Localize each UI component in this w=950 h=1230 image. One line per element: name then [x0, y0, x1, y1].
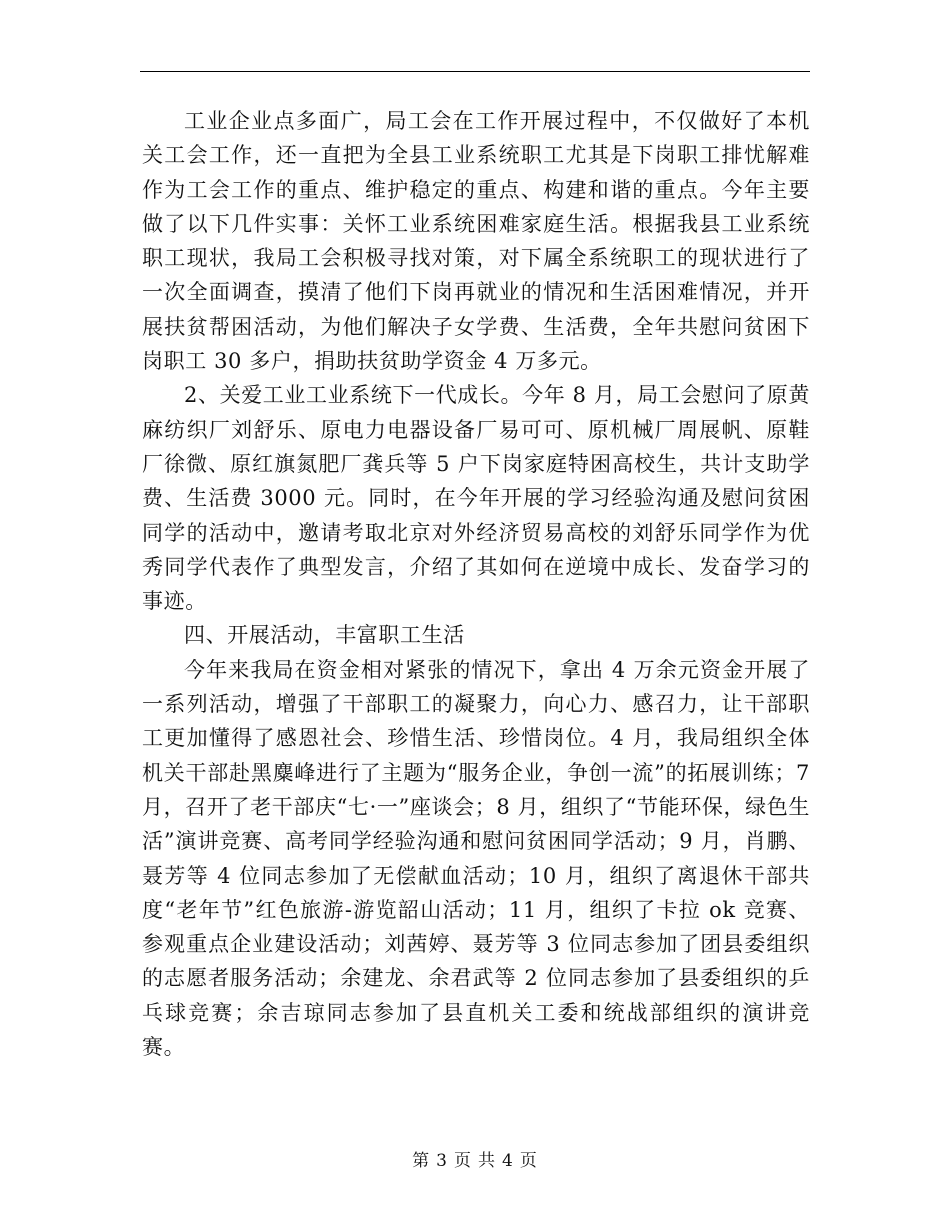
paragraph-activities: 今年来我局在资金相对紧张的情况下，拿出 4 万余元资金开展了一系列活动，增强了干部职工的凝聚力，向心力、感召力，让干部职工更加懂得了感恩社会、珍惜生活、珍惜岗位。4 月，我局组织全体机关干部赴黑麋峰进行了主题为“服务企业，争创一流”的拓展训练；7 月，召开了老干部庆“七·一”座谈会；8 月，组织了“节能环保，绿色生活”演讲竞赛、高考同学经验沟通和慰问贫困同学活动；9 月，肖鹏、聂芳等 4 位同志参加了无偿献血活动；10 月，组织了离退休干部共度“老年节”红色旅游-游览韶山活动；11 月，组织了卡拉 ok 竞赛、参观重点企业建设活动；刘茜婷、聂芳等 3 位同志参加了团县委组织的志愿者服务活动；余建龙、余君武等 2 位同志参加了县委组织的乒乓球竞赛；余吉琼同志参加了县直机关工委和统战部组织的演讲竞赛。	[142, 657, 810, 1060]
footer-label-page-unit: 页	[454, 1151, 472, 1171]
footer-label-total-unit: 页	[519, 1151, 538, 1171]
paragraph-worker-care: 工业企业点多面广，局工会在工作开展过程中，不仅做好了本机关工会工作，还一直把为全县工业系统职工尤其是下岗职工排忧解难作为工会工作的重点、维护稳定的重点、构建和谐的重点。今年主要做了以下几件实事：关怀工业系统困难家庭生活。根据我县工业系统职工现状，我局工会积极寻找对策，对下属全系统职工的现状进行了一次全面调查，摸清了他们下岗再就业的情况和生活困难情况，并开展扶贫帮困活动，为他们解决子女学费、生活费，全年共慰问贫困下岗职工 30 多户，捐助扶贫助学资金 4 万多元。	[142, 109, 810, 374]
footer-current-page: 3	[436, 1151, 448, 1171]
footer-label-page: 第	[412, 1151, 431, 1171]
paragraph-next-generation: 2、关爱工业工业系统下一代成长。今年 8 月，局工会慰问了原黄麻纺织厂刘舒乐、原电力电器设备厂易可可、原机械厂周展帆、原鞋厂徐微、原红旗氮肥厂龚兵等 5 户下岗家庭特困高校生，共计支助学费、生活费 3000 元。同时，在今年开展的学习经验沟通及慰问贫困同学的活动中，邀请考取北京对外经济贸易高校的刘舒乐同学作为优秀同学代表作了典型发言，介绍了其如何在逆境中成长、发奋学习的事迹。	[142, 383, 810, 614]
document-body	[142, 104, 810, 1064]
section-heading-activities: 四、开展活动，丰富职工生活	[184, 623, 465, 648]
footer-label-total: 共	[478, 1151, 496, 1171]
page-footer	[0, 1146, 950, 1171]
header-rule	[140, 71, 810, 72]
footer-total-pages: 4	[502, 1151, 514, 1171]
